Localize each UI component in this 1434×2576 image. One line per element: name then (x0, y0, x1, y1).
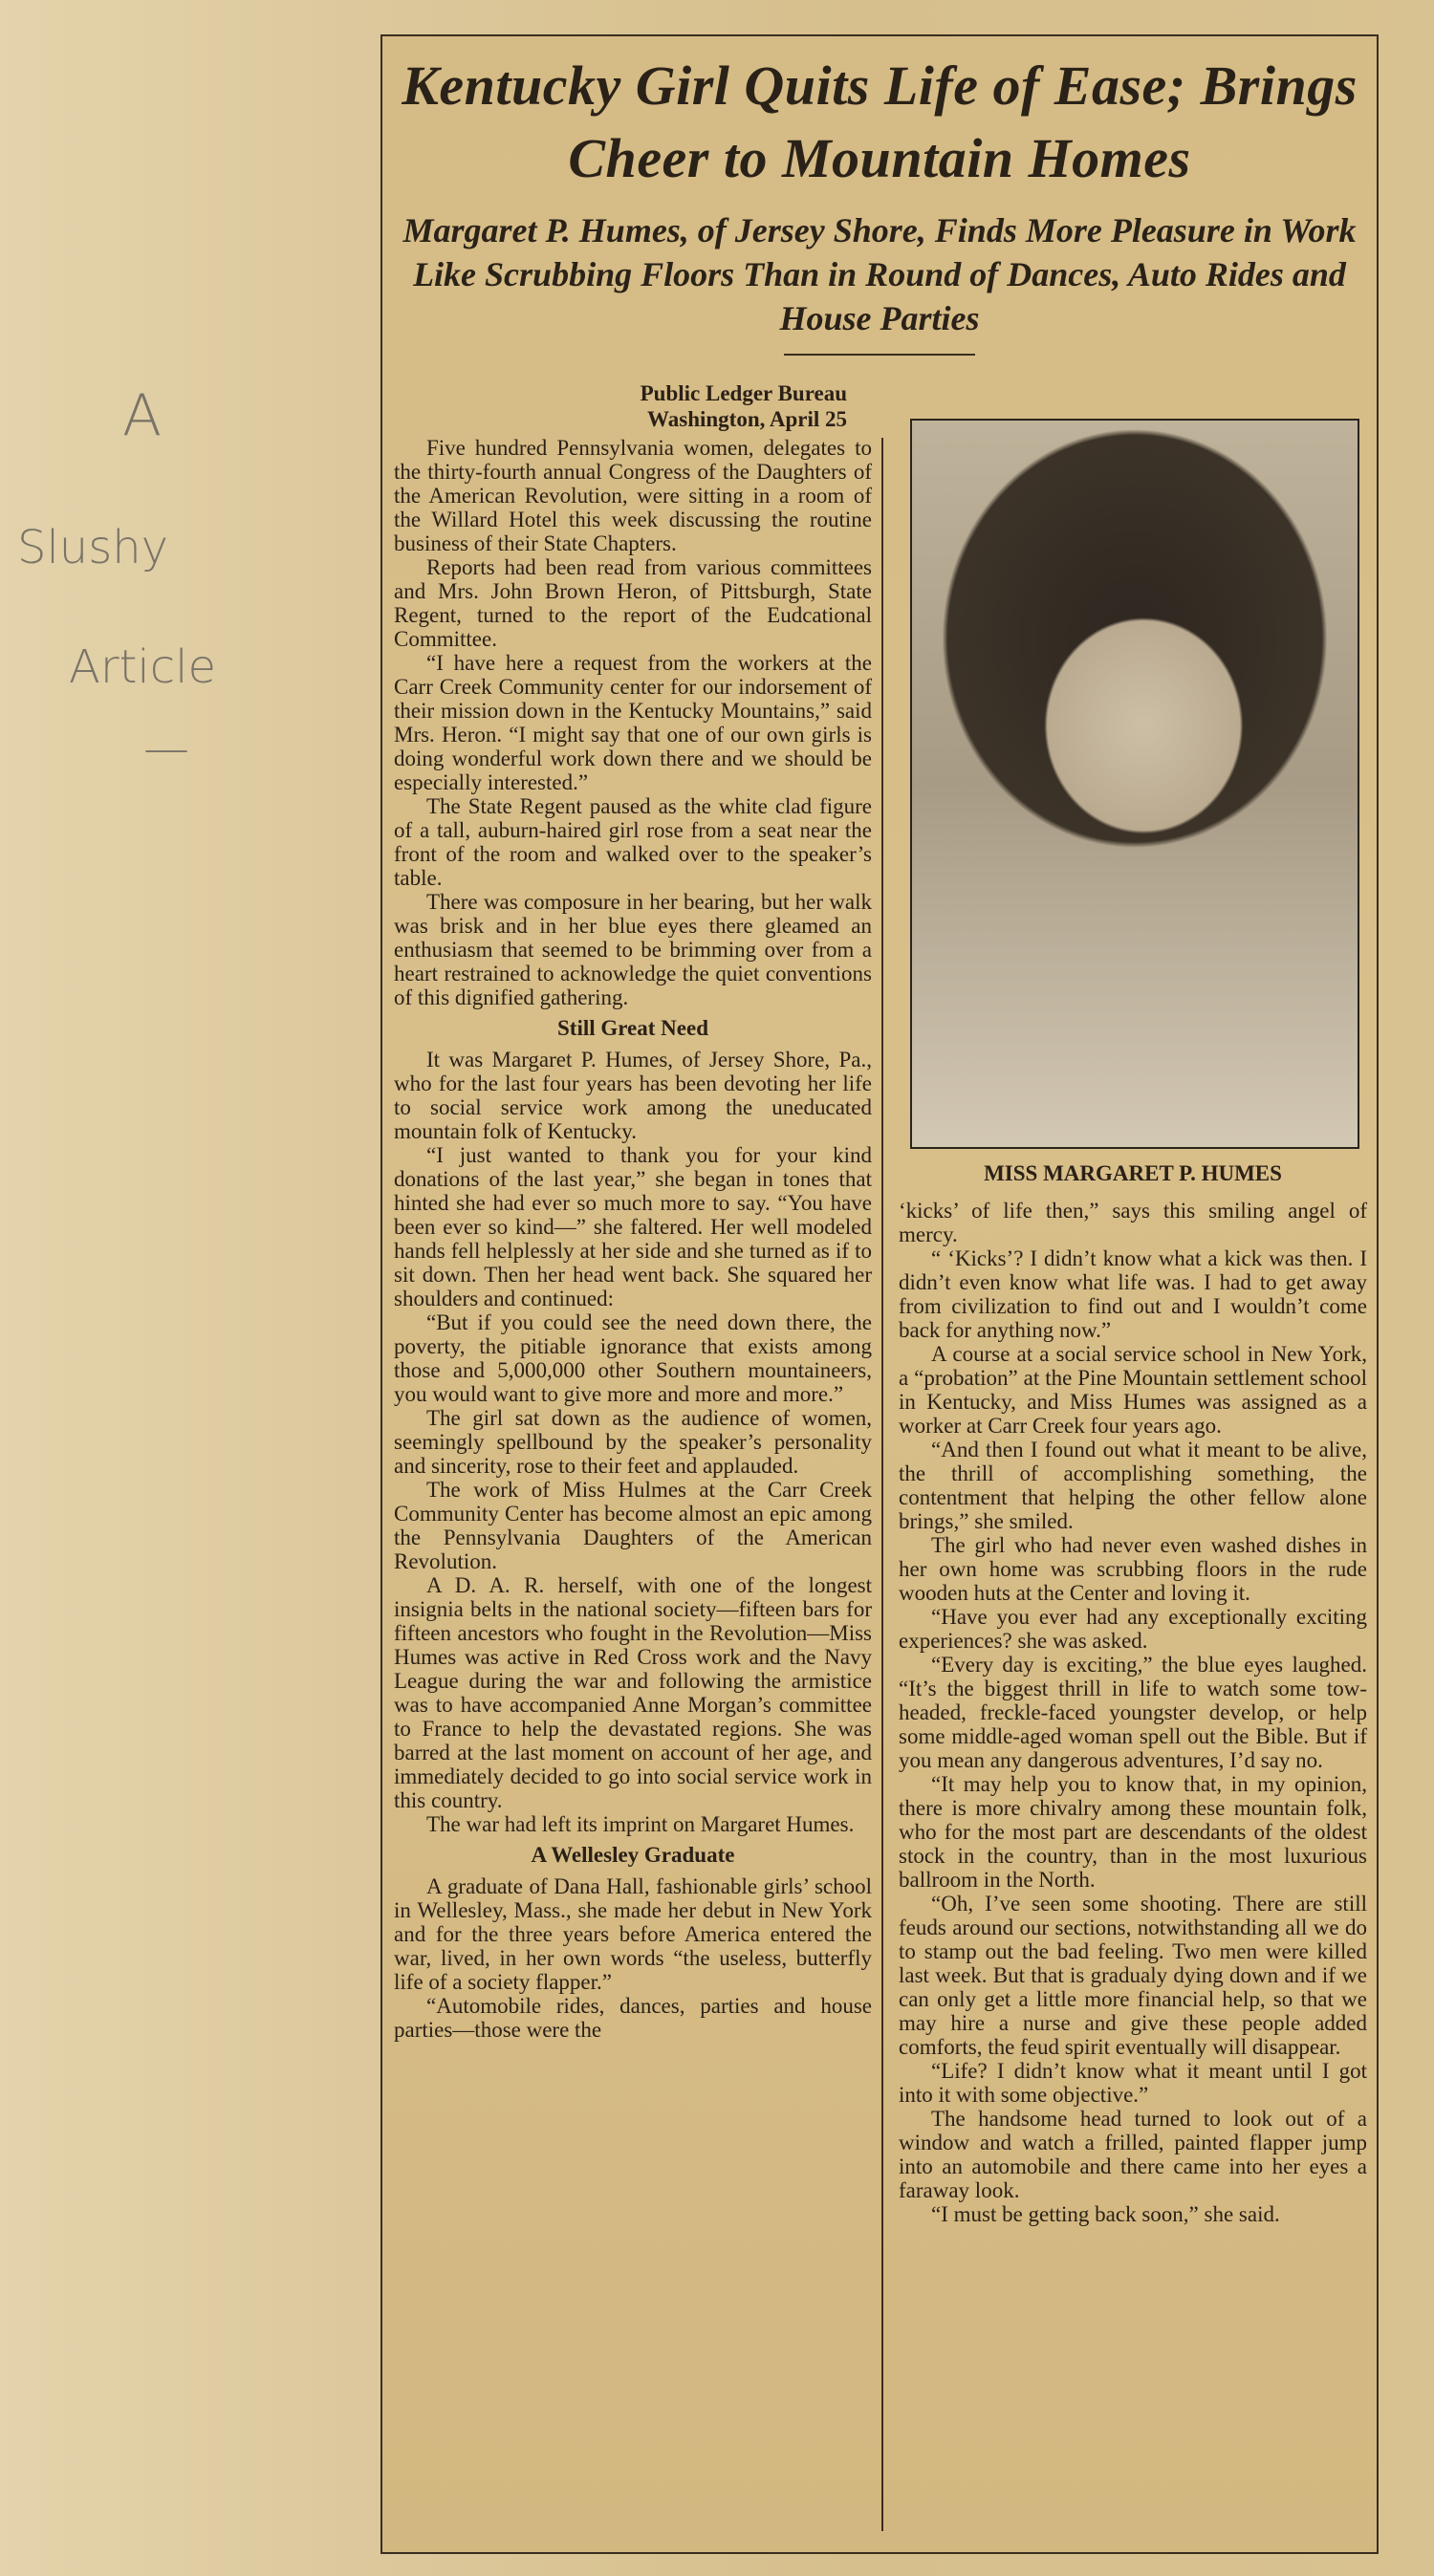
article-paragraph: “And then I found out what it meant to be alive, the thrill of accomplishing something, the contentment that helping the other fellow alone brings,” she smiled. (899, 1438, 1367, 1533)
article-paragraph: The State Regent paused as the white clad figure of a tall, auburn-haired girl rose from a seat near the front of the room and walked over to the speaker’s table. (394, 794, 872, 890)
article-paragraph: Reports had been read from various committees and Mrs. John Brown Heron, of Pittsburgh, State Regent, turned to the report of the Eudcational Committee. (394, 555, 872, 651)
article-paragraph: The girl sat down as the audience of women, seemingly spellbound by the speaker’s personality and sincerity, rose to their feet and applauded. (394, 1406, 872, 1478)
article-paragraph: “It may help you to know that, in my opinion, there is more chivalry among these mountain folk, who for the most part are descendants of the oldest stock in the country, than in the most luxurious ballroom in the North. (899, 1772, 1367, 1892)
subheadline: Margaret P. Humes, of Jersey Shore, Finds More Pleasure in Work Like Scrubbing Floors Than in Round of Dances, Auto Rides and House Parties (402, 211, 1357, 337)
portrait-photo (910, 419, 1359, 1149)
handwritten-note-line1: Slushy (17, 521, 169, 574)
article-paragraph: A graduate of Dana Hall, fashionable girls’ school in Wellesley, Mass., she made her debut in New York and for the three years before America entered the war, lived, in her own words “the useless, butterfly life of a society flapper.” (394, 1874, 872, 1994)
article-paragraph: The war had left its imprint on Margaret Humes. (426, 1812, 855, 1836)
article-paragraph: “I have here a request from the workers at the Carr Creek Community center for our indorsement of their mission down in the Kentucky Mountains,” said Mrs. Heron. “I might say that one of our own girls is doing wonderful work down there and we should be especially interested.” (394, 651, 872, 794)
newspaper-clipping (380, 34, 1379, 2554)
divider (784, 354, 975, 356)
article-paragraph: ‘kicks’ of life then,” says this smiling angel of mercy. (899, 1199, 1367, 1246)
headline: Kentucky Girl Quits Life of Ease; Brings Cheer to Mountain Homes (402, 54, 1358, 189)
article-header (382, 36, 1377, 371)
right-column (899, 1199, 1367, 2226)
article-paragraph: “Every day is exciting,” the blue eyes laughed. “It’s the biggest thrill in life to watch some tow-headed, freckle-faced youngster develop, or help some middle-aged woman spell out the Bible. But if you mean any dangerous adventures, I’d say no. (899, 1653, 1367, 1772)
article-paragraph: “Oh, I’ve seen some shooting. There are still feuds around our sections, notwithstanding all we do to stamp out the bad feeling. Two men were killed last week. But that is gradualy dying down and if we can only get a little more financial help, so that we may hire a nurse and give these people added comforts, the feud spirit eventually will disappear. (899, 1892, 1367, 2059)
article-paragraph: “I must be getting back soon,” she said. (931, 2202, 1280, 2226)
section-heading: Still Great Need (557, 1016, 708, 1040)
article-paragraph: The handsome head turned to look out of a window and watch a frilled, painted flapper jump into an automobile and there came into her eyes a faraway look. (899, 2107, 1367, 2202)
dateline (394, 380, 872, 432)
dateline-place-date: Washington, April 25 (647, 407, 847, 431)
photo-caption: MISS MARGARET P. HUMES (984, 1161, 1282, 1185)
dateline-bureau: Public Ledger Bureau (640, 381, 847, 405)
article-paragraph: The girl who had never even washed dishes in her own home was scrubbing floors in the rude wooden huts at the Center and loving it. (899, 1533, 1367, 1605)
article-paragraph: A course at a social service school in New York, a “probation” at the Pine Mountain settlement school in Kentucky, and Miss Humes was assigned as a worker at Carr Creek four years ago. (899, 1342, 1367, 1438)
handwritten-dash: — (143, 722, 189, 775)
article-paragraph: A D. A. R. herself, with one of the longest insignia belts in the national society—fifteen bars for fifteen ancestors who fought in the Revolution—Miss Humes was active in Red Cross work and the Navy League during the war and following the armistice was to have accompanied Anne Morgan’s committee to France to help the devastated regions. She was barred at the last moment on account of her age, and immediately decided to go into social service work in this country. (394, 1573, 872, 1812)
article-body (382, 371, 1377, 2541)
article-paragraph: “ ‘Kicks’? I didn’t know what a kick was then. I didn’t even know what life was. I had to get away from civilization to find out and I wouldn’t come back for anything now.” (899, 1246, 1367, 1342)
handwritten-note-line2: Article (69, 640, 216, 694)
article-paragraph: “But if you could see the need down there, the poverty, the pitiable ignorance that exists among those and 5,000,000 other Southern mountaineers, you would want to give more and more and more.” (394, 1310, 872, 1406)
article-paragraph: Five hundred Pennsylvania women, delegates to the thirty-fourth annual Congress of the Daughters of the American Revolution, were sitting in a room of the Willard Hotel this week discussing the routine business of their State Chapters. (394, 436, 872, 555)
article-paragraph: “Have you ever had any exceptionally exciting experiences? she was asked. (899, 1605, 1367, 1653)
section-heading: A Wellesley Graduate (531, 1843, 735, 1867)
article-paragraph: It was Margaret P. Humes, of Jersey Shore, Pa., who for the last four years has been devoting her life to social service work among the uneducated mountain folk of Kentucky. (394, 1048, 872, 1143)
column-divider (881, 438, 883, 2531)
article-paragraph: The work of Miss Hulmes at the Carr Creek Community Center has become almost an epic among the Pennsylvania Daughters of the American Revolution. (394, 1478, 872, 1573)
article-paragraph: “I just wanted to thank you for your kind donations of the last year,” she began in tones that hinted she had ever so much more to say. “You have been ever so kind—” she faltered. Her well modeled hands fell helplessly at her side and she turned as if to sit down. Then her head went back. She squared her shoulders and continued: (394, 1143, 872, 1310)
article-paragraph: “Automobile rides, dances, parties and house parties—those were the (394, 1994, 872, 2042)
article-paragraph: There was composure in her bearing, but her walk was brisk and in her blue eyes there gleamed an enthusiasm that seemed to be brimming over from a heart restrained to acknowledge the quiet conventions of this dignified gathering. (394, 890, 872, 1009)
article-paragraph: “Life? I didn’t know what it meant until I got into it with some objective.” (899, 2059, 1367, 2107)
handwritten-mark: A (122, 382, 163, 449)
left-column (394, 380, 872, 2042)
